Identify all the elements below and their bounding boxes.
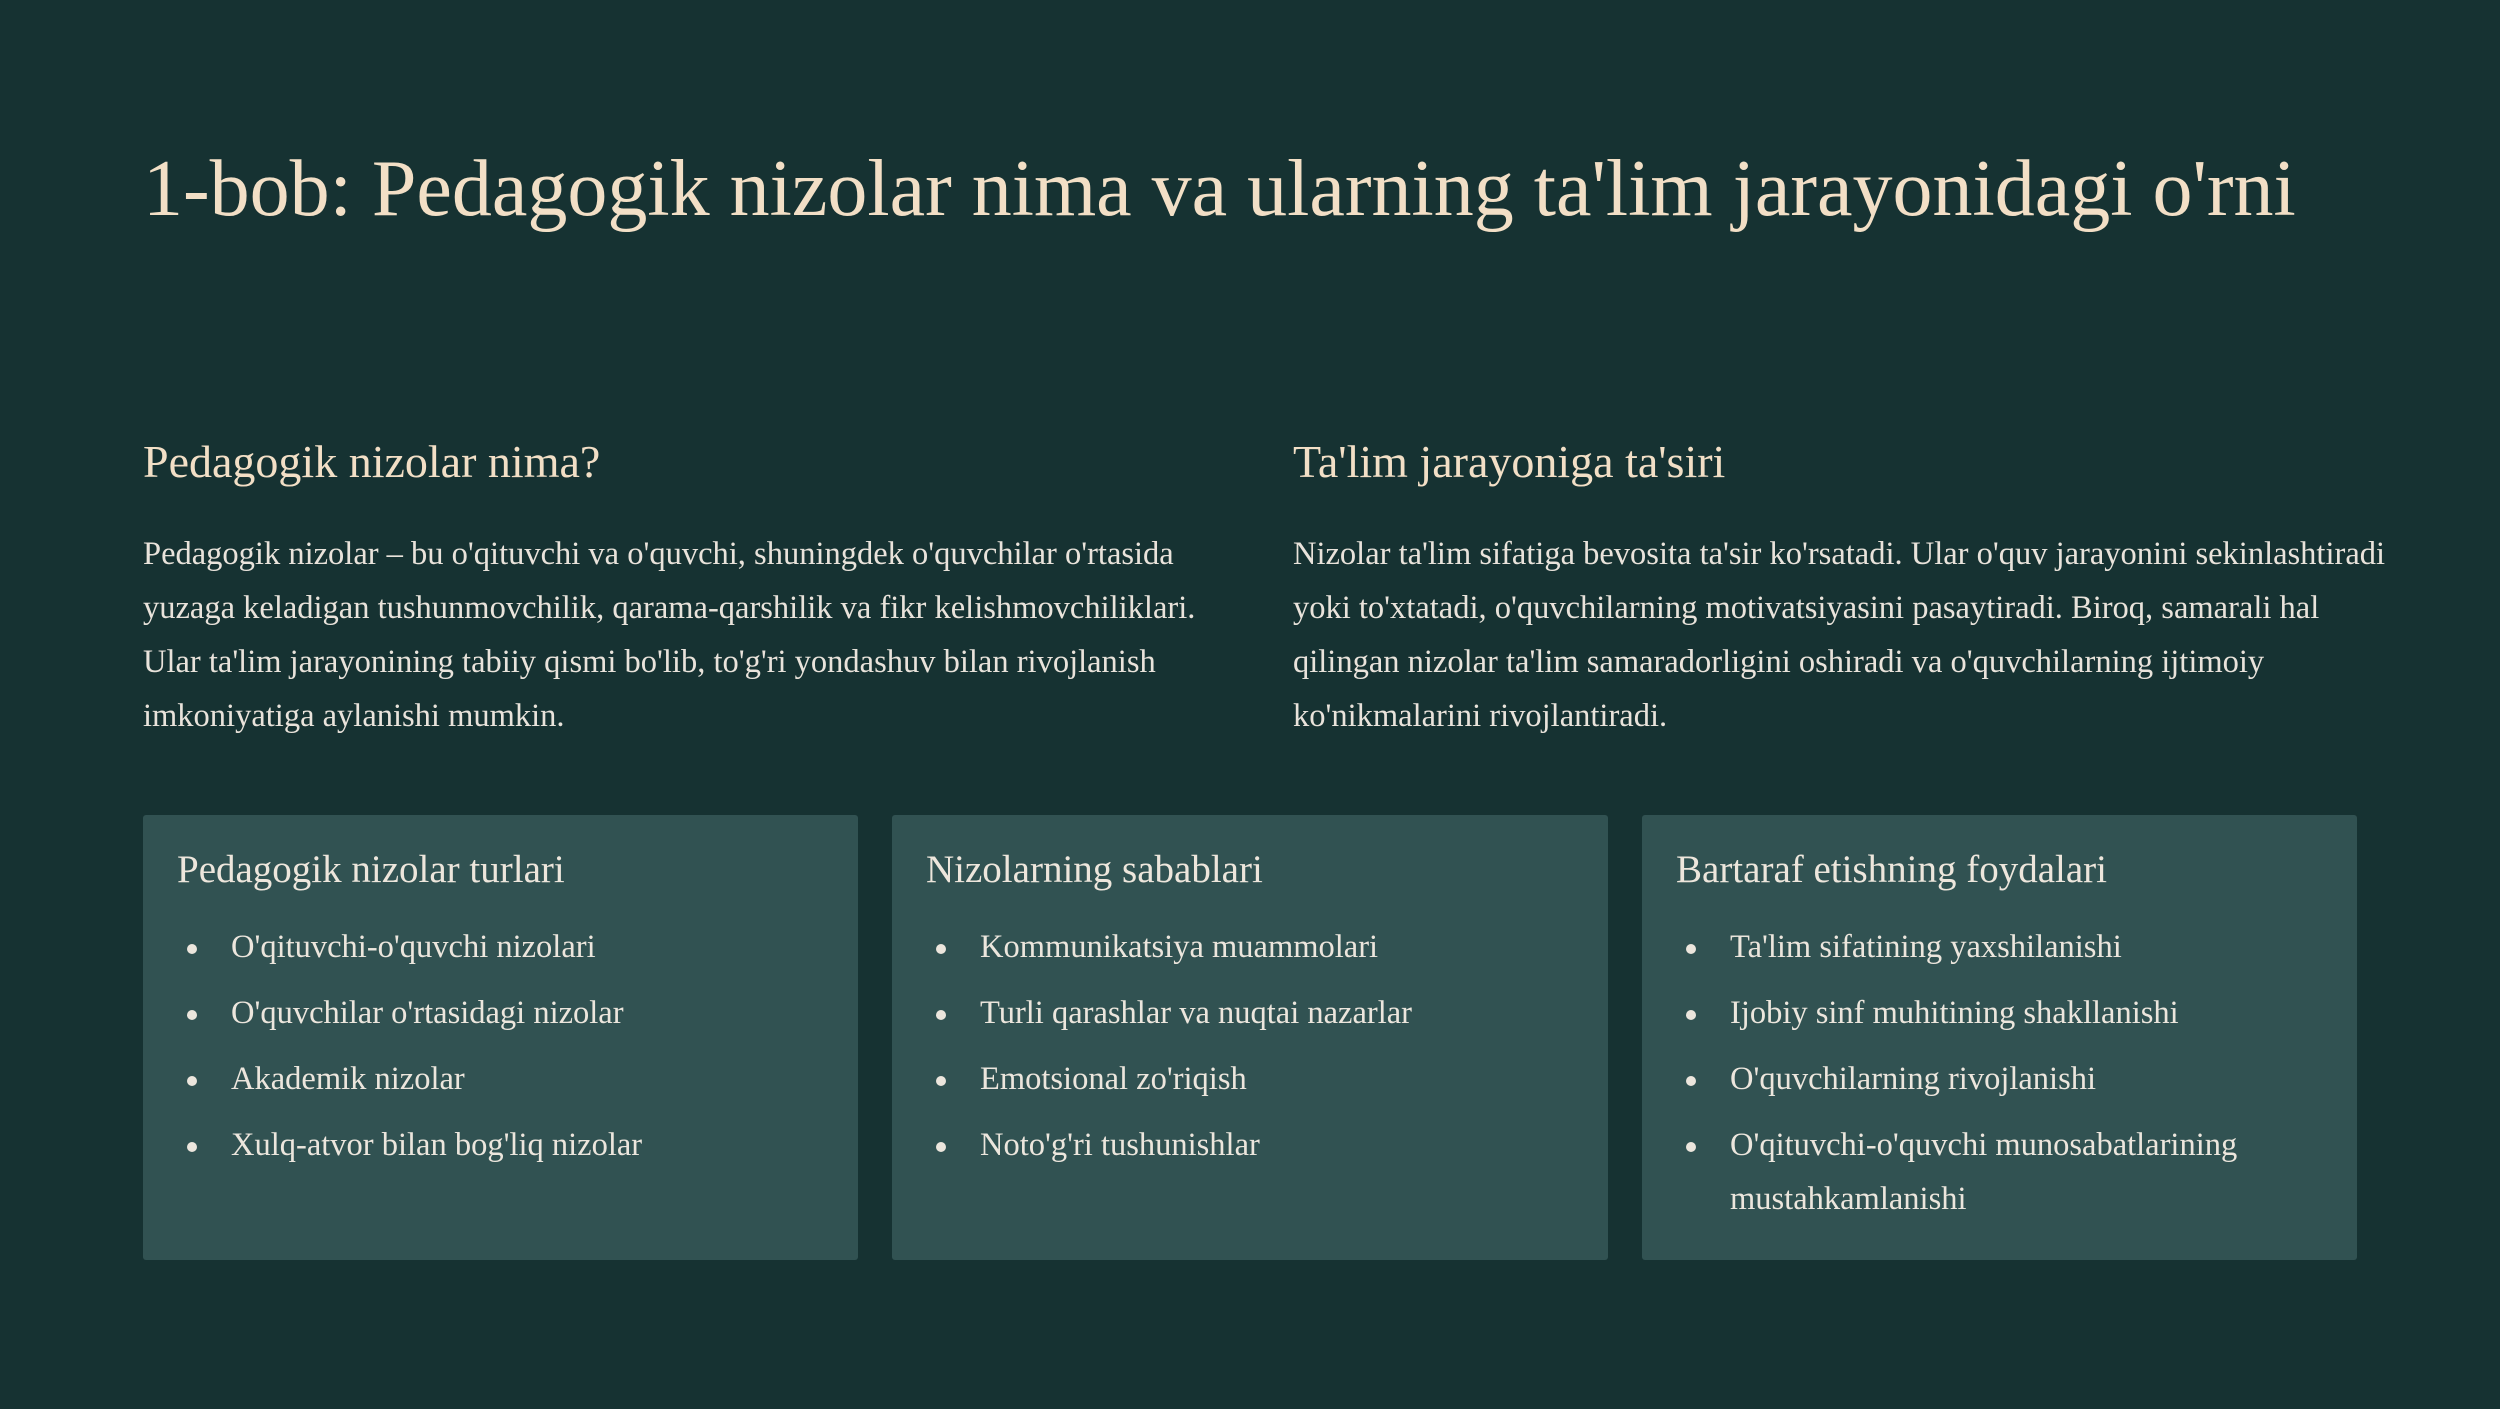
card-title: Nizolarning sabablari xyxy=(926,848,1263,891)
card-resolution-benefits xyxy=(1642,815,2357,1260)
list-item: O'qituvchi-o'quvchi munosabatlarining mustahkamlanishi xyxy=(1642,1118,2337,1226)
right-column-heading: Ta'lim jarayoniga ta'siri xyxy=(1293,436,1726,487)
card-list xyxy=(143,920,838,1184)
card-conflict-types xyxy=(143,815,858,1260)
list-item: Noto'g'ri tushunishlar xyxy=(892,1118,1588,1172)
left-column-heading: Pedagogik nizolar nima? xyxy=(143,436,601,487)
list-item: Kommunikatsiya muammolari xyxy=(892,920,1588,974)
card-list xyxy=(1642,920,2337,1238)
list-item: Ta'lim sifatining yaxshilanishi xyxy=(1642,920,2337,974)
card-conflict-causes xyxy=(892,815,1608,1260)
list-item: O'quvchilarning rivojlanishi xyxy=(1642,1052,2337,1106)
list-item: Xulq-atvor bilan bog'liq nizolar xyxy=(143,1118,838,1172)
left-column-text: Pedagogik nizolar – bu o'qituvchi va o'quvchi, shuningdek o'quvchilar o'rtasida yuzaga keladigan tushunmovchilik, qarama-qarshilik va fikr kelishmovchiliklari. Ular ta'lim jarayonining tabiiy qismi bo'lib, to'g'ri yondashuv bilan rivojlanish imkoniyatiga aylanishi mumkin. xyxy=(143,536,1196,734)
card-list xyxy=(892,920,1588,1184)
list-item: O'qituvchi-o'quvchi nizolari xyxy=(143,920,838,974)
list-item: Ijobiy sinf muhitining shakllanishi xyxy=(1642,986,2337,1040)
list-item: O'quvchilar o'rtasidagi nizolar xyxy=(143,986,838,1040)
card-title: Bartaraf etishning foydalari xyxy=(1676,848,2107,891)
list-item: Akademik nizolar xyxy=(143,1052,838,1106)
right-column-text: Nizolar ta'lim sifatiga bevosita ta'sir ko'rsatadi. Ular o'quv jarayonini sekinlashtiradi yoki to'xtatadi, o'quvchilarning motivatsiyasini pasaytiradi. Biroq, samarali hal qilingan nizolar ta'lim samaradorligini oshiradi va o'quvchilarning ijtimoiy ko'nikmalarini rivojlantiradi. xyxy=(1293,536,2386,734)
list-item: Turli qarashlar va nuqtai nazarlar xyxy=(892,986,1588,1040)
list-item: Emotsional zo'riqish xyxy=(892,1052,1588,1106)
card-title: Pedagogik nizolar turlari xyxy=(177,848,565,891)
page-title: 1-bob: Pedagogik nizolar nima va ularning ta'lim jarayonidagi o'rni xyxy=(143,145,2296,233)
